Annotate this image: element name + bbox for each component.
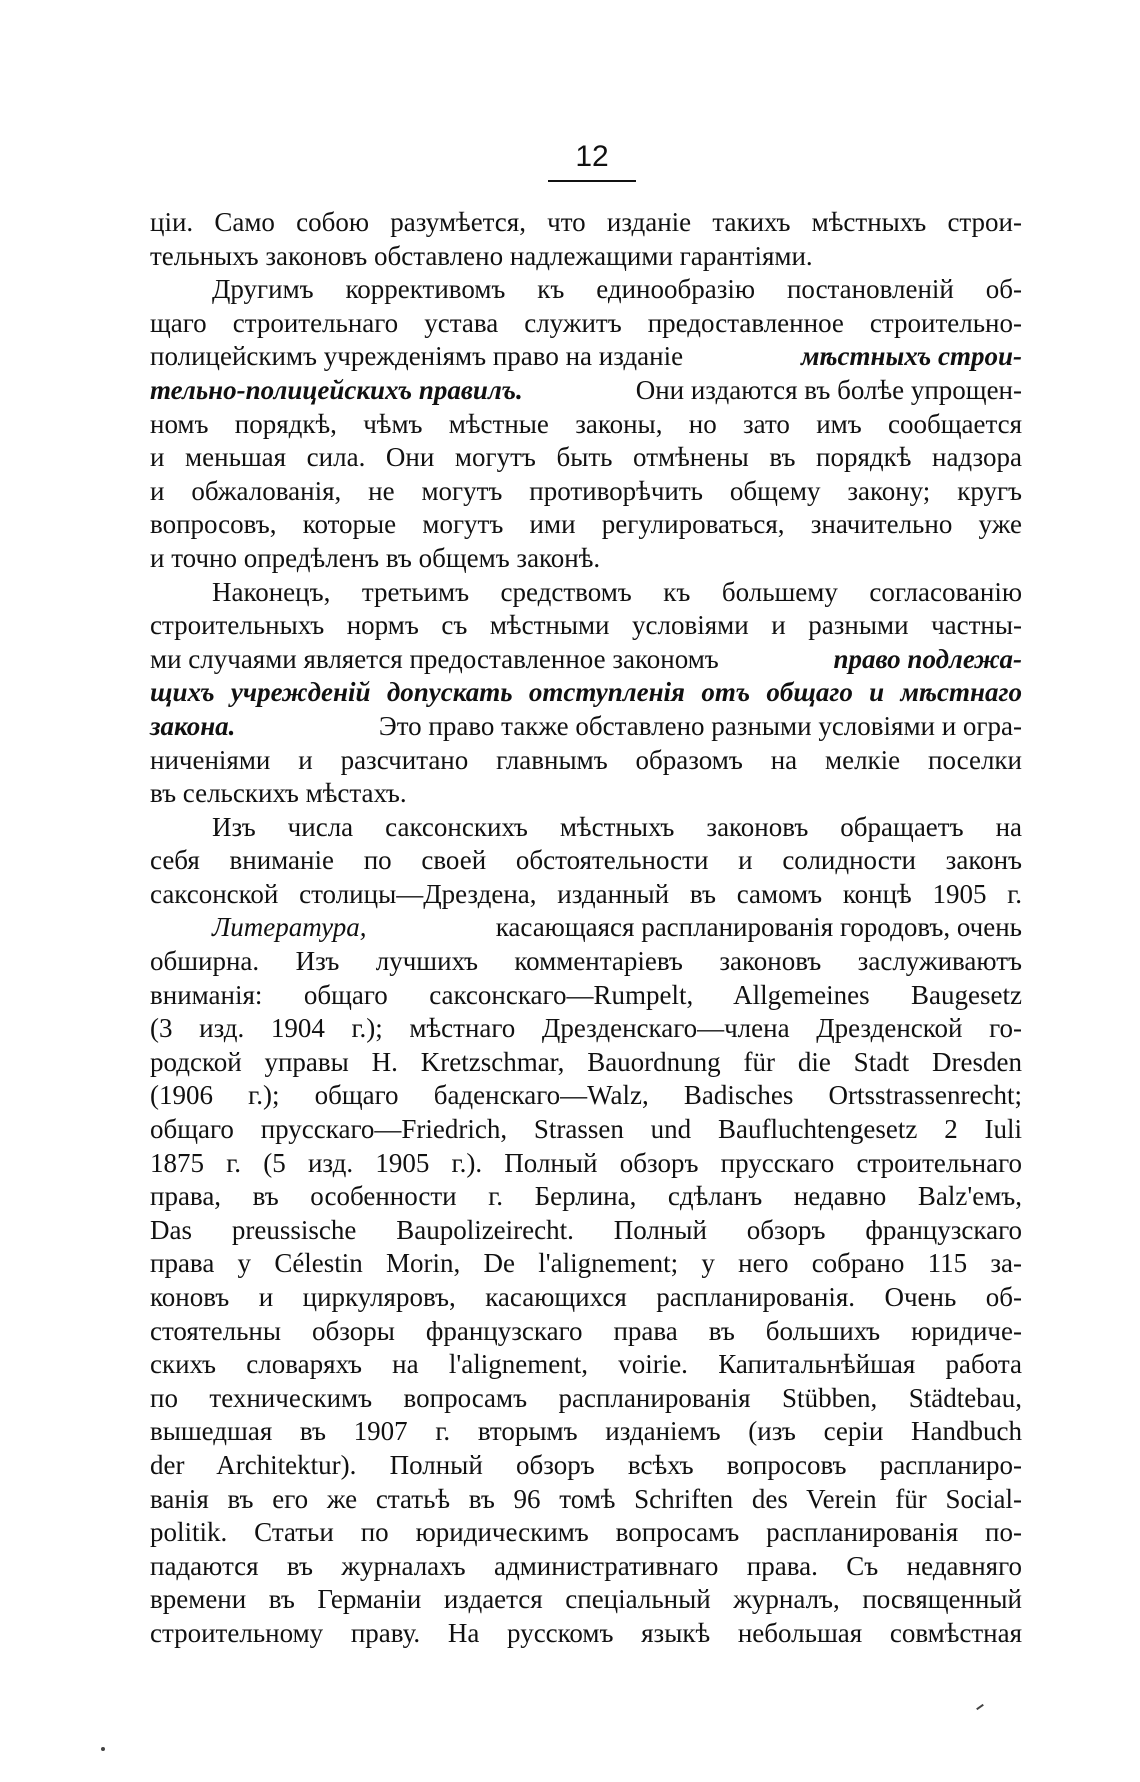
text-segment: касающаяся распланированія городовъ, очень (495, 912, 1022, 943)
text-segment: ми случаями является предоставленное закономъ (150, 643, 719, 674)
text-line: и обжалованія, не могутъ противорѣчить общему закону; кругъ (150, 475, 1022, 506)
text-line: вопросовъ, которые могутъ ими регулироваться, значительно уже (150, 509, 1022, 540)
text-line: строительному праву. На русскомъ языкѣ небольшая совмѣстная (150, 1617, 1022, 1648)
text-line: падаются въ журналахъ административнаго права. Съ недавняго (150, 1550, 1022, 1581)
paragraph-start-line: Наконецъ, третьимъ средствомъ къ большему согласованію (212, 576, 1022, 607)
text-line: саксонской столицы—Дрездена, изданный въ самомъ концѣ 1905 г. (150, 878, 1022, 909)
text-line: коновъ и циркуляровъ, касающихся распланированія. Очень об- (150, 1282, 1022, 1312)
emphasis-text: закона. (150, 710, 236, 741)
text-line: себя вниманіе по своей обстоятельности и солидности законъ (150, 845, 1022, 876)
text-line (150, 374, 1022, 408)
text-line: (3 изд. 1904 г.); мѣстнаго Дрезденскаго—члена Дрезденской го- (150, 1013, 1022, 1044)
text-line: ниченіями и разсчитано главнымъ образомъ на мелкіе поселки (150, 744, 1022, 775)
text-line: общаго прусскаго—Friedrich, Strassen und Baufluchtengesetz 2 Iuli (150, 1114, 1022, 1145)
text-line: родской управы H. Kretzschmar, Bauordnung für die Stadt Dresden (150, 1046, 1022, 1077)
emphasis-text: мѣстныхъ строи- (800, 341, 1022, 372)
paragraph-start-line (150, 911, 1022, 945)
text-line: вышедшая въ 1907 г. вторымъ изданіемъ (изъ серіи Handbuch (150, 1416, 1022, 1447)
text-line: 1875 г. (5 изд. 1905 г.). Полный обзоръ прусскаго строительнаго (150, 1147, 1022, 1178)
text-line: скихъ словаряхъ на l'alignement, voirie. Капитальнѣйшая работа (150, 1349, 1022, 1380)
emphasis-text: Литература, (212, 912, 367, 943)
text-line: Das preussische Baupolizeirecht. Полный обзоръ французскаго (150, 1214, 1022, 1245)
text-line (150, 340, 1022, 374)
scan-speck (101, 1747, 105, 1751)
paragraph-start-line: Изъ числа саксонскихъ мѣстныхъ законовъ обращаетъ на (212, 811, 1022, 842)
text-line: права, въ особенности г. Берлина, сдѣланъ недавно Balz'емъ, (150, 1181, 1022, 1212)
text-segment: полицейскимъ учрежденіямъ право на изданіе (150, 341, 684, 372)
page-number: 12 (575, 140, 609, 173)
text-line: ванія въ его же статьѣ въ 96 томѣ Schriften des Verein für Social- (150, 1483, 1022, 1514)
text-line: ціи. Само собою разумѣется, что изданіе такихъ мѣстныхъ строи- (150, 207, 1022, 237)
text-line: щаго строительнаго устава служитъ предоставленное строительно- (150, 307, 1022, 338)
text-line (150, 710, 1022, 744)
text-line: въ сельскихъ мѣстахъ. (150, 778, 407, 809)
text-line: вниманія: общаго саксонскаго—Rumpelt, Allgemeines Baugesetz (150, 979, 1022, 1010)
page-number-rule (548, 180, 636, 182)
text-line: времени въ Германіи издается спеціальный журналъ, посвященный (150, 1584, 1022, 1615)
text-segment: Они издаются въ болѣе упрощен- (635, 374, 1022, 405)
text-segment: Это право также обставлено разными условіями и огра- (378, 710, 1022, 741)
page-header (548, 140, 636, 182)
text-line: права у Célestin Morin, De l'alignement; у него собрано 115 за- (150, 1248, 1022, 1279)
scan-speck (976, 1704, 984, 1710)
emphasis-text: право подлежа- (833, 643, 1022, 674)
text-line: politik. Статьи по юридическимъ вопросамъ распланированія по- (150, 1517, 1022, 1548)
text-line: тельныхъ законовъ обставлено надлежащими гарантіями. (150, 240, 813, 271)
text-line: номъ порядкѣ, чѣмъ мѣстные законы, но зато имъ сообщается (150, 408, 1022, 439)
text-line (150, 643, 1022, 677)
text-line: и меньшая сила. Они могутъ быть отмѣнены въ порядкѣ надзора (150, 442, 1022, 473)
text-line: стоятельны обзоры французскаго права въ большихъ юридиче- (150, 1315, 1022, 1346)
text-line: (1906 г.); общаго баденскаго—Walz, Badisches Ortsstrassenrecht; (150, 1080, 1022, 1111)
text-line: строительныхъ нормъ съ мѣстными условіями и разными частны- (150, 610, 1022, 641)
body-text (150, 206, 1022, 1651)
text-line: обширна. Изъ лучшихъ комментаріевъ законовъ заслуживаютъ (150, 946, 1022, 977)
emphasis-line: щихъ учрежденій допускать отступленія отъ общаго и мѣстнаго (150, 677, 1022, 708)
paragraph-start-line: Другимъ коррективомъ къ единообразію постановленій об- (212, 274, 1022, 305)
text-line: der Architektur). Полный обзоръ всѣхъ вопросовъ распланиро- (150, 1449, 1022, 1480)
emphasis-text: тельно-полицейскихъ правилъ. (150, 374, 523, 405)
text-line: по техническимъ вопросамъ распланированія Stübben, Städtebau, (150, 1382, 1022, 1413)
text-line: и точно опредѣленъ въ общемъ законѣ. (150, 542, 601, 573)
